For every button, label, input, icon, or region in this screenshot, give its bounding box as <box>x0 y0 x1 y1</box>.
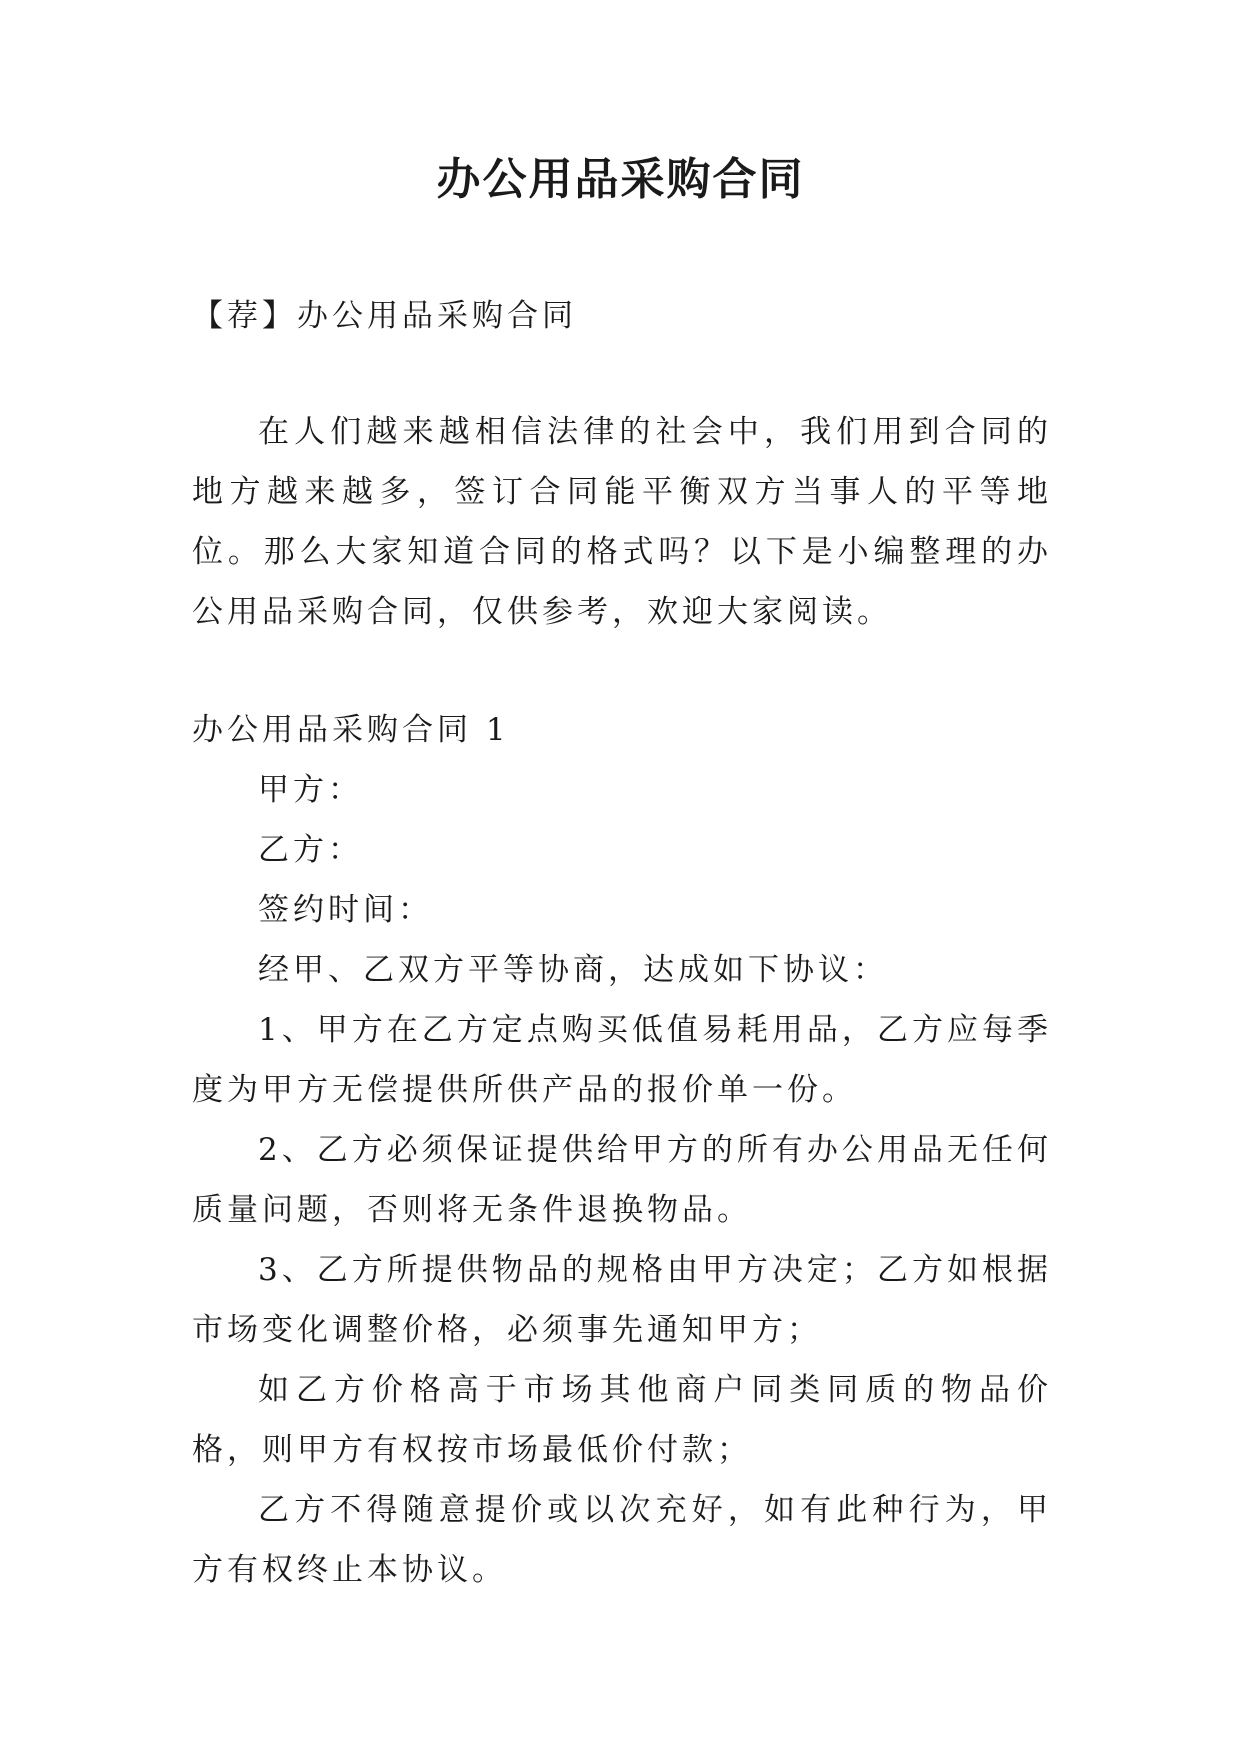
clause-2: 2、乙方必须保证提供给甲方的所有办公用品无任何质量问题，否则将无条件退换物品。 <box>192 1132 1052 1228</box>
clause-3: 3、乙方所提供物品的规格由甲方决定；乙方如根据市场变化调整价格，必须事先通知甲方； <box>192 1252 1052 1348</box>
document-title: 办公用品采购合同 <box>436 154 805 205</box>
clause-3-termination: 乙方不得随意提价或以次充好，如有此种行为，甲方有权终止本协议。 <box>192 1492 1052 1588</box>
intro-paragraph: 在人们越来越相信法律的社会中，我们用到合同的地方越来越多，签订合同能平衡双方当事人的平等地位。那么大家知道合同的格式吗？以下是小编整理的办公用品采购合同，仅供参考，欢迎大家阅读。 <box>192 414 1052 630</box>
clause-3-price: 如乙方价格高于市场其他商户同类同质的物品价格，则甲方有权按市场最低价付款； <box>192 1372 1052 1468</box>
party-b-line: 乙方： <box>258 832 363 868</box>
contract-clauses <box>192 760 1052 1600</box>
signing-date-line: 签约时间： <box>258 892 433 928</box>
agreement-intro: 经甲、乙双方平等协商，达成如下协议： <box>258 952 888 988</box>
section-heading: 办公用品采购合同 1 <box>192 712 510 748</box>
clause-1: 1、甲方在乙方定点购买低值易耗用品，乙方应每季度为甲方无偿提供所供产品的报价单一份。 <box>192 1012 1052 1108</box>
recommend-line: 【荐】办公用品采购合同 <box>192 298 577 334</box>
party-a-line: 甲方： <box>258 772 363 808</box>
